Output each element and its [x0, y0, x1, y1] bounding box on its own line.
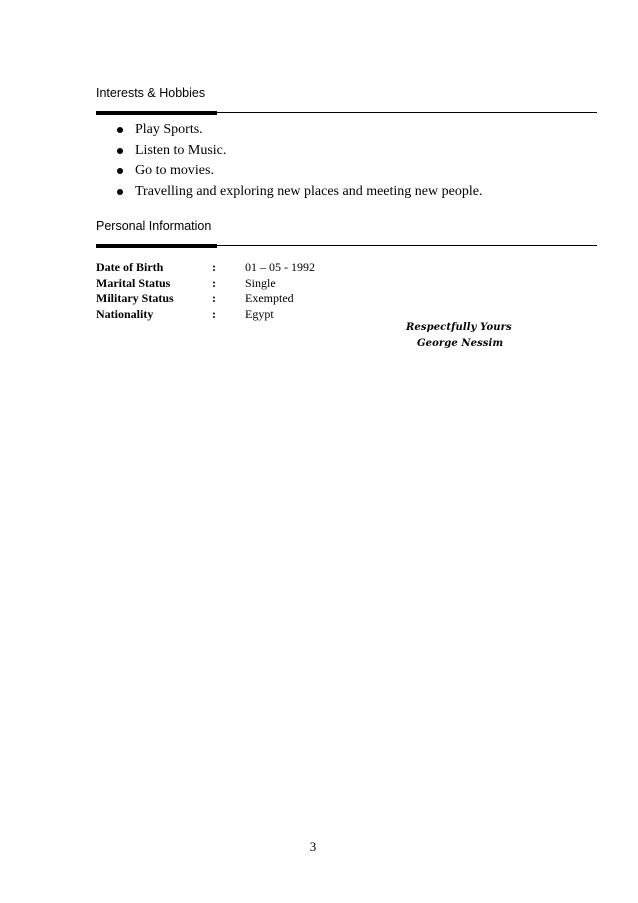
info-row-date-of-birth — [0, 260, 638, 276]
closing-signature-name: George Nessim — [417, 338, 504, 349]
info-separator: : — [212, 306, 216, 321]
bullet-icon — [117, 168, 123, 174]
info-separator: : — [212, 291, 216, 305]
list-item — [0, 122, 638, 143]
interest-text: Play Sports. — [135, 122, 203, 137]
bullet-icon — [117, 127, 123, 133]
interests-list — [0, 122, 638, 204]
info-row-military-status — [0, 291, 638, 307]
closing-salutation: Respectfully Yours — [406, 322, 512, 333]
list-item — [0, 163, 638, 184]
info-value: 01 – 05 - 1992 — [245, 260, 315, 274]
info-separator: : — [212, 275, 216, 290]
bullet-icon — [117, 148, 123, 154]
info-value: Single — [245, 275, 276, 290]
interests-divider — [96, 111, 597, 115]
interests-heading: Interests & Hobbies — [96, 86, 206, 100]
interest-text: Go to movies. — [135, 163, 214, 178]
info-label: Marital Status — [96, 275, 171, 290]
list-item — [0, 143, 638, 164]
info-row-marital-status — [0, 276, 638, 292]
info-value: Exempted — [245, 291, 294, 305]
personal-info-divider — [96, 244, 597, 248]
interest-text: Travelling and exploring new places and meeting new people. — [135, 183, 483, 199]
page-number: 3 — [309, 839, 317, 854]
info-label: Nationality — [96, 306, 154, 321]
list-item — [0, 184, 638, 205]
info-value: Egypt — [245, 306, 274, 321]
info-label: Date of Birth — [96, 260, 164, 274]
interests-divider-thick — [96, 111, 217, 115]
interest-text: Listen to Music. — [135, 142, 227, 158]
info-separator: : — [212, 260, 216, 274]
personal-info-divider-thick — [96, 244, 217, 248]
info-row-nationality — [0, 307, 638, 323]
personal-info-heading: Personal Information — [96, 219, 212, 233]
info-label: Military Status — [96, 291, 174, 305]
bullet-icon — [117, 189, 123, 195]
personal-info-table — [0, 260, 638, 322]
